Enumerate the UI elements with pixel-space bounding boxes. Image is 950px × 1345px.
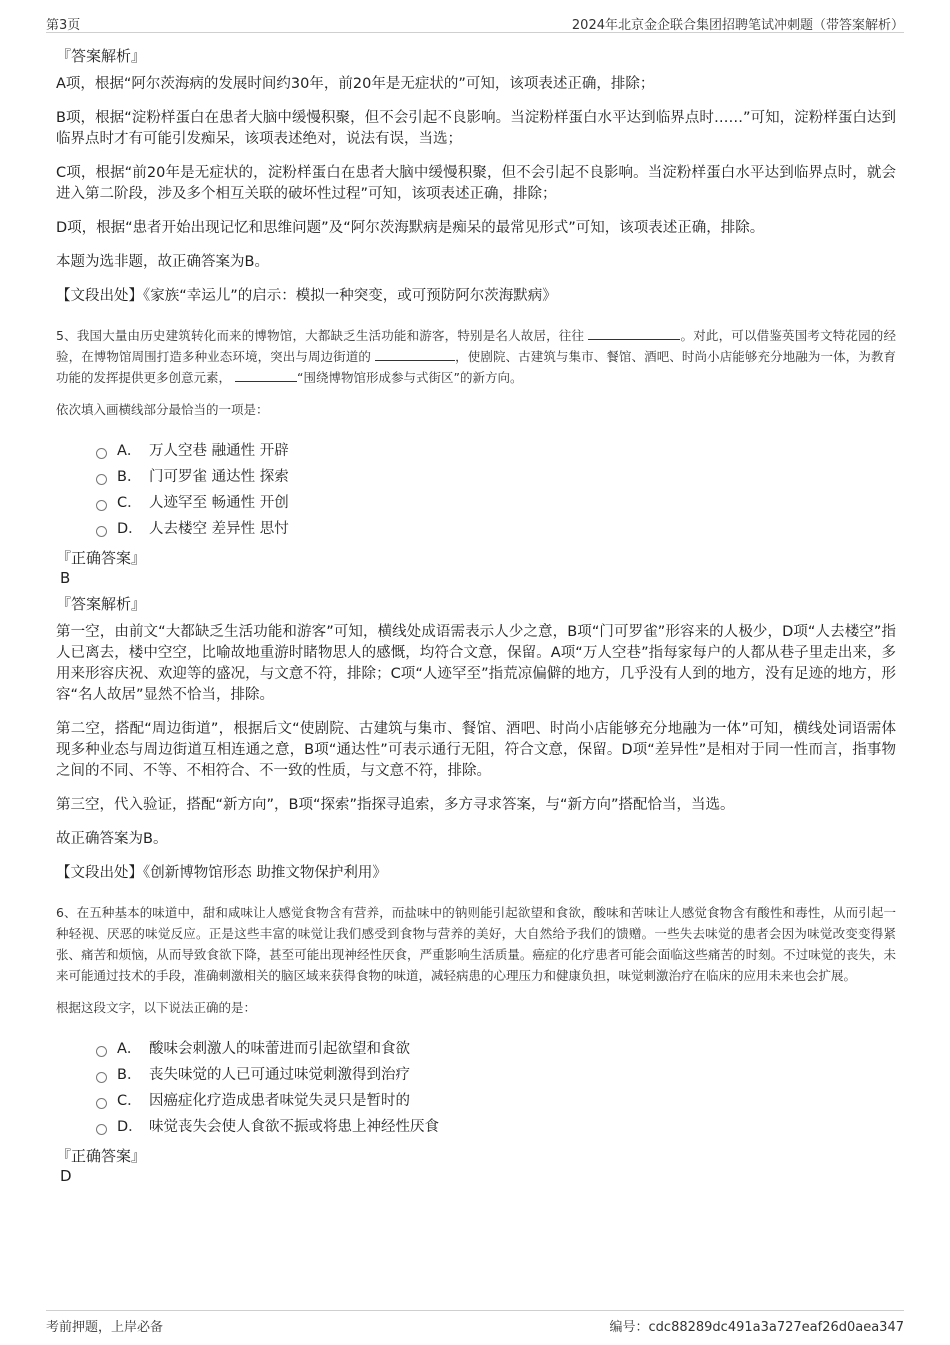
option-c[interactable] xyxy=(96,490,896,516)
option-letter: C． xyxy=(117,1093,142,1109)
stem-text: ，使剧院、古建筑与集市、餐馆、酒吧、时尚小店能够充分地融为一体，为教育功能的发挥提供更多创意元素， xyxy=(56,349,896,385)
radio-icon[interactable] xyxy=(96,526,107,537)
analysis-paragraph: 本题为选非题，故正确答案为B。 xyxy=(56,254,269,270)
option-d[interactable] xyxy=(96,516,896,542)
radio-icon[interactable] xyxy=(96,1098,107,1109)
radio-icon[interactable] xyxy=(96,500,107,511)
option-text: 丧失味觉的人已可通过味觉刺激得到治疗 xyxy=(149,1067,410,1083)
analysis-label: 『答案解析』 xyxy=(56,47,147,65)
analysis-paragraph: D项，根据“患者开始出现记忆和思维问题”及“阿尔茨海默病是痴呆的最常见形式”可知，该项表述正确，排除。 xyxy=(56,220,765,236)
radio-icon[interactable] xyxy=(96,1124,107,1135)
question-prompt: 根据这段文字，以下说法正确的是： xyxy=(56,1000,257,1015)
stem-text: 。对此，可以借鉴英国考文特花园的经验，在博物馆周围打造多种业态环境，突出与周边街道的 xyxy=(56,328,896,364)
stem-text: “围绕博物馆形成参与式街区”的新方向。 xyxy=(297,370,523,385)
option-text: 味觉丧失会使人食欲不振或将患上神经性厌食 xyxy=(149,1119,439,1135)
page-footer xyxy=(46,1310,904,1337)
option-text: 因癌症化疗造成患者味觉失灵只是暂时的 xyxy=(149,1093,410,1109)
question-prompt: 依次填入画横线部分最恰当的一项是： xyxy=(56,402,269,417)
radio-icon[interactable] xyxy=(96,1046,107,1057)
option-letter: B． xyxy=(117,469,142,485)
analysis-paragraph: 第二空，搭配“周边街道”，根据后文“使剧院、古建筑与集市、餐馆、酒吧、时尚小店能够充分地融为一体”可知，横线处词语需体现多种业态与周边街道互相连通之意，B项“通达性”可表示通行无阻，符合文意，保留。D项“差异性”是相对于同一性而言，指事物之间的不同、不等、不相符合、不一致的性质，与文意不符，排除。 xyxy=(56,721,896,779)
correct-answer: B xyxy=(60,569,71,587)
option-text: 万人空巷 融通性 开辟 xyxy=(149,443,289,459)
option-letter: A． xyxy=(117,443,142,459)
option-letter: B． xyxy=(117,1067,142,1083)
option-b[interactable] xyxy=(96,464,896,490)
analysis-paragraph: 故正确答案为B。 xyxy=(56,831,168,847)
document-title: 2024年北京金企联合集团招聘笔试冲刺题（带答案解析） xyxy=(571,18,904,33)
correct-answer: D xyxy=(60,1167,72,1185)
analysis-paragraph: 第三空，代入验证，搭配“新方向”，B项“探索”指探寻追索，多方寻求答案，与“新方向”搭配恰当，当选。 xyxy=(56,797,735,813)
analysis-label: 『答案解析』 xyxy=(56,595,147,613)
fill-blank xyxy=(235,369,297,382)
analysis-paragraph: B项，根据“淀粉样蛋白在患者大脑中缓慢积聚，但不会引起不良影响。当淀粉样蛋白水平达到临界点时……”可知，淀粉样蛋白达到临界点时才有可能引发痴呆，该项表述绝对，说法有误，当选； xyxy=(56,110,896,147)
option-text: 人迹罕至 畅通性 开创 xyxy=(149,495,289,511)
question-stem xyxy=(56,325,896,388)
option-a[interactable] xyxy=(96,438,896,464)
page-content xyxy=(56,40,896,1190)
option-text: 酸味会刺激人的味蕾进而引起欲望和食欲 xyxy=(149,1041,410,1057)
radio-icon[interactable] xyxy=(96,474,107,485)
option-text: 门可罗雀 通达性 探索 xyxy=(149,469,289,485)
question-stem: 6、在五种基本的味道中，甜和咸味让人感觉食物含有营养，而盐味中的钠则能引起欲望和食欲，酸味和苦味让人感觉食物含有酸性和毒性，从而引起一种轻视、厌恶的味觉反应。正是这些丰富的味觉让我们感受到食物与营养的美好，大自然给予我们的馈赠。一些失去味觉的患者会因为味觉改变变得紧张、痛苦和烦恼，从而导致食欲下降，甚至可能出现神经性厌食，严重影响生活质量。癌症的化疗患者可能会面临这些痛苦的时刻。不过味觉的丧失，未来可能通过技术的手段，准确刺激相关的脑区域来获得食物的味道，减轻病患的心理压力和健康负担，味觉刺激治疗在临床的应用未来也会扩展。 xyxy=(56,905,896,983)
option-a[interactable] xyxy=(96,1036,896,1062)
analysis-paragraph: A项，根据“阿尔茨海病的发展时间约30年，前20年是无症状的”可知，该项表述正确，排除； xyxy=(56,76,655,92)
option-letter: A． xyxy=(117,1041,142,1057)
analysis-paragraph: C项，根据“前20年是无症状的，淀粉样蛋白在患者大脑中缓慢积聚，但不会引起不良影响。当淀粉样蛋白水平达到临界点时，就会进入第二阶段，涉及多个相互关联的破坏性过程”可知，该项表述正确，排除； xyxy=(56,165,896,202)
analysis-paragraph: 第一空，由前文“大都缺乏生活功能和游客”可知，横线处成语需表示人少之意，B项“门可罗雀”形容来的人极少，D项“人去楼空”指人已离去，楼中空空，比喻故地重游时睹物思人的感慨，均符合文意，保留。A项“万人空巷”指每家每户的人都从巷子里走出来，多用来形容庆祝、欢迎等的盛况，与文意不符，排除；C项“人迹罕至”指荒凉偏僻的地方，几乎没有人到的地方，没有足迹的地方，形容“名人故居”显然不恰当，排除。 xyxy=(56,624,896,703)
answer-label: 『正确答案』 xyxy=(56,1147,147,1165)
source-citation: 【文段出处】《家族“幸运儿”的启示：模拟一种突变，或可预防阿尔茨海默病》 xyxy=(56,288,557,304)
radio-icon[interactable] xyxy=(96,448,107,459)
option-b[interactable] xyxy=(96,1062,896,1088)
source-citation: 【文段出处】《创新博物馆形态 助推文物保护利用》 xyxy=(56,865,387,881)
document-id: 编号：cdc88289dc491a3a727eaf26d0aea347 xyxy=(609,1320,904,1335)
fill-blank xyxy=(588,327,680,340)
fill-blank xyxy=(375,348,455,361)
option-d[interactable] xyxy=(96,1114,896,1140)
page-header xyxy=(46,10,904,33)
option-text: 人去楼空 差异性 思忖 xyxy=(149,521,289,537)
option-letter: C． xyxy=(117,495,142,511)
radio-icon[interactable] xyxy=(96,1072,107,1083)
stem-text: 5、我国大量由历史建筑转化而来的博物馆，大都缺乏生活功能和游客，特别是名人故居，往往 xyxy=(56,328,585,343)
option-c[interactable] xyxy=(96,1088,896,1114)
option-letter: D． xyxy=(117,521,143,537)
option-letter: D． xyxy=(117,1119,143,1135)
options-list xyxy=(96,438,896,542)
footer-slogan: 考前押题，上岸必备 xyxy=(46,1320,164,1335)
answer-label: 『正确答案』 xyxy=(56,549,147,567)
page-number: 第3页 xyxy=(46,18,81,33)
options-list xyxy=(96,1036,896,1140)
